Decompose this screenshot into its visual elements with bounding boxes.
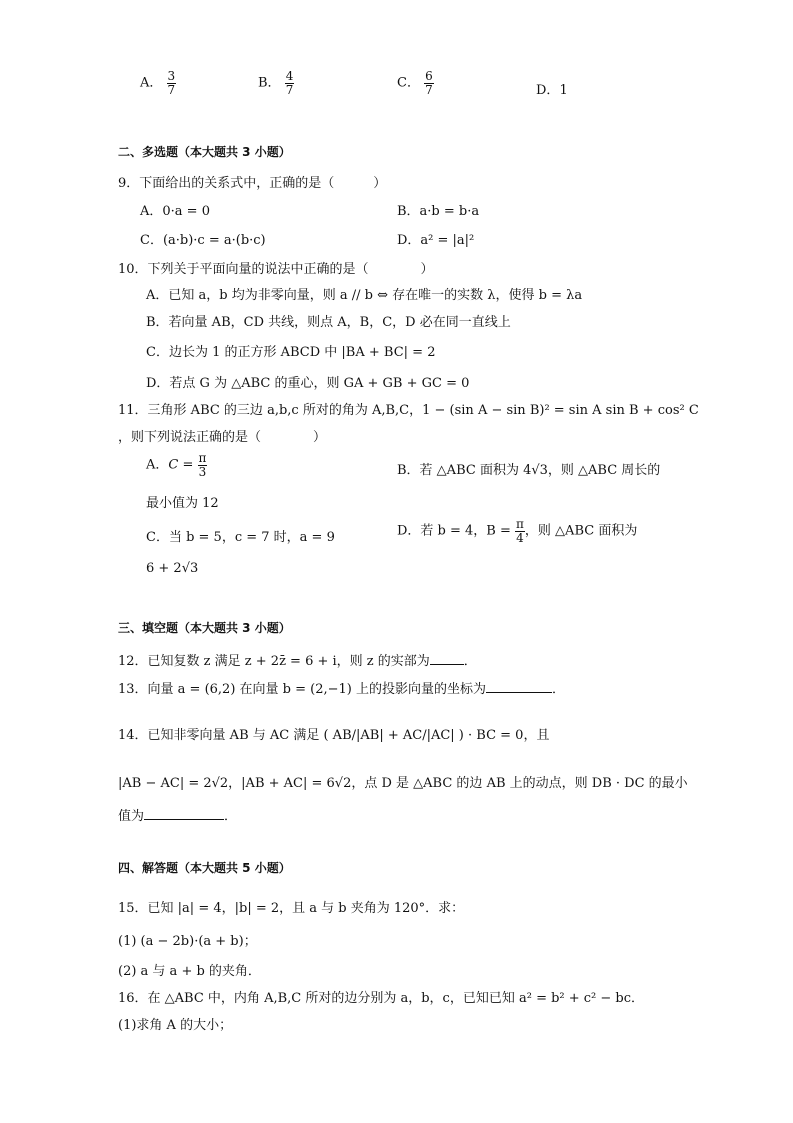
option-value: 1 [559, 83, 568, 98]
q8-option-b [258, 70, 294, 96]
q11-option-a [146, 452, 207, 478]
question-14-line2: |AB − AC| = 2√2，|AB + AC| = 6√2，点 D 是 △ABC 的边 AB 上的动点，则 DB · DC 的最小 [118, 776, 688, 791]
option-label: A． [140, 75, 163, 91]
punctuation: ． [224, 809, 238, 824]
q8-option-a [140, 70, 176, 96]
q8-option-c [397, 70, 434, 96]
question-12 [118, 650, 477, 669]
question-15: 15．已知 |a| = 4，|b| = 2，且 a 与 b 夹角为 120°．求： [118, 901, 465, 916]
question-14-line3 [118, 805, 237, 824]
q11-option-d [397, 518, 637, 544]
option-label: C． [397, 75, 420, 91]
q10-option-a: A．已知 a，b 均为非零向量，则 a // b ⇔ 存在唯一的实数 λ，使得 b = λa [146, 288, 583, 303]
fraction: $\frac{4}{7}$ [285, 69, 294, 97]
q11-option-d-line2: 6 + 2√3 [146, 561, 199, 576]
question-9: 9．下面给出的关系式中，正确的是（ ） [118, 176, 387, 191]
q11-option-b-line1: B．若 △ABC 面积为 4√3，则 △ABC 周长的 [397, 463, 661, 478]
option-label: B． [258, 75, 281, 91]
fraction: $\frac{\pi}{3}$ [198, 451, 207, 479]
fraction: $\frac{6}{7}$ [425, 69, 433, 97]
option-label: A． [146, 457, 169, 473]
formula: D．若 b = 4，B = [397, 523, 511, 539]
punctuation: ． [552, 682, 566, 697]
answer-blank [144, 819, 224, 820]
section-title: 二、多选题（本大题共 3 小题） [118, 145, 291, 159]
question-text: 值为 [118, 809, 145, 824]
q9-option-b: B．a·b = b·a [397, 204, 480, 219]
option-label: D． [536, 83, 560, 98]
q10-option-d: D．若点 G 为 △ABC 的重心，则 GA + GB + GC = 0 [146, 376, 470, 391]
section-title: 四、解答题（本大题共 5 小题） [118, 861, 291, 875]
formula: ，则 △ABC 面积为 [524, 523, 638, 539]
answer-blank [430, 664, 464, 665]
question-11-line2: ，则下列说法正确的是（ ） [118, 430, 327, 445]
formula: C = [168, 457, 194, 473]
punctuation: ． [463, 654, 477, 669]
question-text: 13．向量 a = (6,2) 在向量 b = (2,−1) 上的投影向量的坐标为 [118, 682, 486, 697]
q9-option-c: C．(a·b)·c = a·(b·c) [140, 233, 266, 248]
q16-part-1: (1)求角 A 的大小； [118, 1018, 233, 1033]
q9-option-a: A．0·a = 0 [140, 204, 210, 219]
q8-option-d [536, 79, 568, 98]
q10-option-b: B．若向量 AB，CD 共线，则点 A，B，C，D 必在同一直线上 [146, 315, 511, 330]
answer-blank [486, 692, 552, 693]
question-13 [118, 678, 565, 697]
question-11-line1: 11．三角形 ABC 的三边 a,b,c 所对的角为 A,B,C，1 − (sin A − sin B)² = sin A sin B + cos² C [118, 403, 699, 418]
question-16: 16．在 △ABC 中，内角 A,B,C 所对的边分别为 a，b，c，已知已知 a² = b² + c² − bc． [118, 991, 645, 1006]
q10-option-c: C．边长为 1 的正方形 ABCD 中 |BA + BC| = 2 [146, 345, 436, 360]
q15-part-2: (2) a 与 a + b 的夹角． [118, 964, 261, 979]
question-text: 12．已知复数 z 满足 z + 2z̄ = 6 + i，则 z 的实部为 [118, 654, 430, 669]
question-10: 10．下列关于平面向量的说法中正确的是（ ） [118, 262, 434, 277]
q11-option-c: C．当 b = 5，c = 7 时，a = 9 [146, 530, 335, 545]
question-14-line1: 14．已知非零向量 AB 与 AC 满足 ( AB/|AB| + AC/|AC| ) · BC = 0，且 [118, 728, 550, 743]
fraction: $\frac{\pi}{4}$ [516, 517, 524, 545]
q11-option-b-line2: 最小值为 12 [146, 496, 219, 511]
section-title: 三、填空题（本大题共 3 小题） [118, 621, 291, 635]
q15-part-1: (1) (a − 2b)·(a + b)； [118, 934, 257, 949]
q9-option-d: D．a² = |a|² [397, 233, 475, 248]
fraction: $\frac{3}{7}$ [167, 69, 176, 97]
